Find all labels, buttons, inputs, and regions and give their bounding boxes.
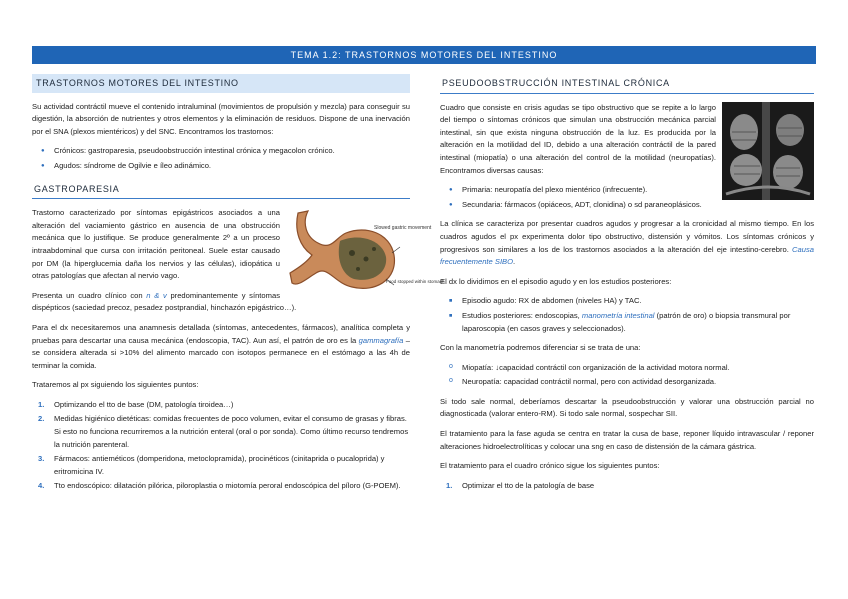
highlight-gammagrafia: gammagrafía bbox=[358, 335, 404, 345]
list-item: ● Agudos: síndrome de Ogilvie e íleo adinámico. bbox=[54, 160, 410, 173]
gastroparesia-definition: Trastorno caracterizado por síntomas epigástricos asociados a una alteración del vaciamiento gástrico en ausencia de una obstrucción mecánica que lo justifique. Se produce generalmente 2º a un proceso intraabdominal que cursa con irritación peritoneal. Suele estar causado por DM (la hiperglucemia daña los nervios y las células), idiopática u otras patologías que afectan al nervio vago. bbox=[32, 208, 280, 281]
manometria-list bbox=[440, 362, 814, 389]
page-banner: TEMA 1.2: TRASTORNOS MOTORES DEL INTESTINO bbox=[32, 46, 816, 64]
normal-result-paragraph: Si todo sale normal, deberíamos descartar la pseudoobstrucción y valorar una obstrucción parcial no diagnosticada (valorar entero-RM). Si todo sale normal, sospechar SII. bbox=[440, 396, 814, 419]
list-item: Optimizar el tto de la patología de base bbox=[462, 480, 595, 490]
gastroparesia-dx bbox=[32, 322, 410, 372]
list-item: Tto endoscópico: dilatación pilórica, piloroplastia o miotomía peroral endoscópica del píloro (G-POEM). bbox=[54, 481, 401, 491]
highlight-nv: n & v bbox=[146, 290, 167, 300]
highlight-manometria: manometría intestinal bbox=[581, 310, 655, 320]
dx-list bbox=[440, 295, 814, 335]
pseudoobstruccion-dx-intro: El dx lo dividimos en el episodio agudo y en los estudios posteriores: bbox=[440, 276, 672, 286]
text-span: Para el dx necesitaremos una anamnesis detallada (síntomas, antecedentes, fármacos), analítica completa y pruebas para descartar una causa mecánica (endoscopia, TAC). Aun así, el patrón de oro es la bbox=[32, 322, 410, 345]
list-item: o Neuropatía: capacidad contráctil normal, pero con actividad desorganizada. bbox=[462, 376, 814, 389]
chronic-treatment-steps bbox=[440, 480, 814, 493]
figure-label-slowed: Slowed gastric movement bbox=[374, 225, 432, 232]
disorder-list bbox=[32, 145, 410, 172]
list-item: o Miopatía: ↓capacidad contráctil con organización de la actividad motora normal. bbox=[462, 362, 814, 375]
acute-treatment-paragraph: El tratamiento para la fase aguda se centra en tratar la cusa de base, reponer líquido intravascular / reponer alteraciones hidroelectrolíticas y colocar una sng en caso de distensión de la cámara gástrica. bbox=[440, 429, 814, 451]
list-item: Optimizando el tto de base (DM, patología tiroidea…) bbox=[54, 399, 234, 409]
text-span: La clínica se caracteriza por presentar cuadros agudos y progresar a la cronicidad al mismo tiempo. En los cuadros agudos el px experimenta dolor tipo obstructivo, distensión y vómitos. Los síntomas crónicos y progresivos son similares a los de los trastornos asociados a la alteración del eje intestino-cerebro. bbox=[440, 219, 814, 254]
figure-label-food: Food stopped within stomach bbox=[386, 279, 445, 285]
treatment-steps bbox=[32, 399, 410, 493]
pseudoobstruccion-clinica bbox=[440, 218, 814, 268]
list-item: ● Primaria: neuropatía del plexo mientérico (infrecuente). bbox=[462, 184, 814, 197]
list-item: Fármacos: antieméticos (domperidona, metoclopramida), procinéticos (cinitaprida o pucaloprida) y eritromicina IV. bbox=[54, 454, 385, 476]
text-span: Presenta un cuadro clínico con bbox=[32, 290, 147, 300]
manometria-intro: Con la manometría podremos diferenciar si se trata de una: bbox=[440, 343, 641, 353]
section-title-trastornos: TRASTORNOS MOTORES DEL INTESTINO bbox=[32, 74, 410, 93]
highlight-sibo: Causa frecuentemente SIBO bbox=[440, 244, 814, 267]
pseudoobstruccion-definition: Cuadro que consiste en crisis agudas se tipo obstructivo que se repite a lo largo del tiempo o síntomas crónicos que simulan una obstrucción mecánica parcial intestinal, sin que exista ninguna obstrucción de la luz. Es producida por la alteración en la motilidad del ID, debido a una alteración contráctil de la pared intestinal (miopatía) o una alteración del control de la motilidad (neuropatías). Encontramos diversas causas: bbox=[440, 102, 716, 175]
text-span: Estudios posteriores: endoscopias, bbox=[462, 310, 582, 320]
list-item: ● Secundaria: fármacos (opiáceos, ADT, clonidina) o sd paraneoplásicos. bbox=[462, 199, 814, 212]
text-span: – se considera alterada si >10% del alimento marcado con isotopos permanece en el estómago a las 4h de terminar la comida. bbox=[32, 335, 410, 370]
text-span: (patrón de oro) o biopsia transmural por laparoscopia (en casos graves y seleccionados). bbox=[462, 310, 791, 333]
right-column bbox=[440, 74, 814, 499]
list-item bbox=[462, 310, 814, 335]
list-item bbox=[462, 295, 814, 308]
text-span: . bbox=[513, 257, 516, 267]
left-column bbox=[32, 74, 445, 500]
text-span: predominantemente y síntomas dispépticos (saciedad precoz, pesadez postprandial, hinchazón epigástrico…). bbox=[32, 290, 297, 313]
text-span: Episodio agudo: RX de abdomen (niveles HA) y TAC. bbox=[462, 296, 642, 306]
chronic-treatment-intro: El tratamiento para el cuadro crónico sigue los siguientes puntos: bbox=[440, 461, 660, 471]
section-title-pseudoobstruccion: PSEUDOOBSTRUCCIÓN INTESTINAL CRÓNICA bbox=[440, 74, 814, 94]
stomach-illustration bbox=[288, 203, 445, 297]
section-title-gastroparesia: GASTROPARESIA bbox=[32, 180, 410, 200]
intro-paragraph: Su actividad contráctil mueve el contenido intraluminal (movimientos de propulsión y mezcla) para conseguir su digestión, la absorción de nutrientes y otros elementos y la eliminación de residuos. Dispone de una inervación por el SNA (plexos mientéricos) y del SNC. Encontramos los trastornos: bbox=[32, 101, 410, 136]
gastroparesia-tx-intro: Trataremos al px siguiendo los siguientes puntos: bbox=[32, 380, 199, 390]
list-item: ● Crónicos: gastroparesia, pseudoobstrucción intestinal crónica y megacolon crónico. bbox=[54, 145, 410, 158]
list-item: Medidas higiénico dietéticas: comidas frecuentes de poco volumen, evitar el consumo de grasas y fibras. Si esto no funciona recurriremos a la nutrición enteral (oral o por sonda). Como último recurso tendremos la nutrición parenteral. bbox=[54, 414, 409, 449]
